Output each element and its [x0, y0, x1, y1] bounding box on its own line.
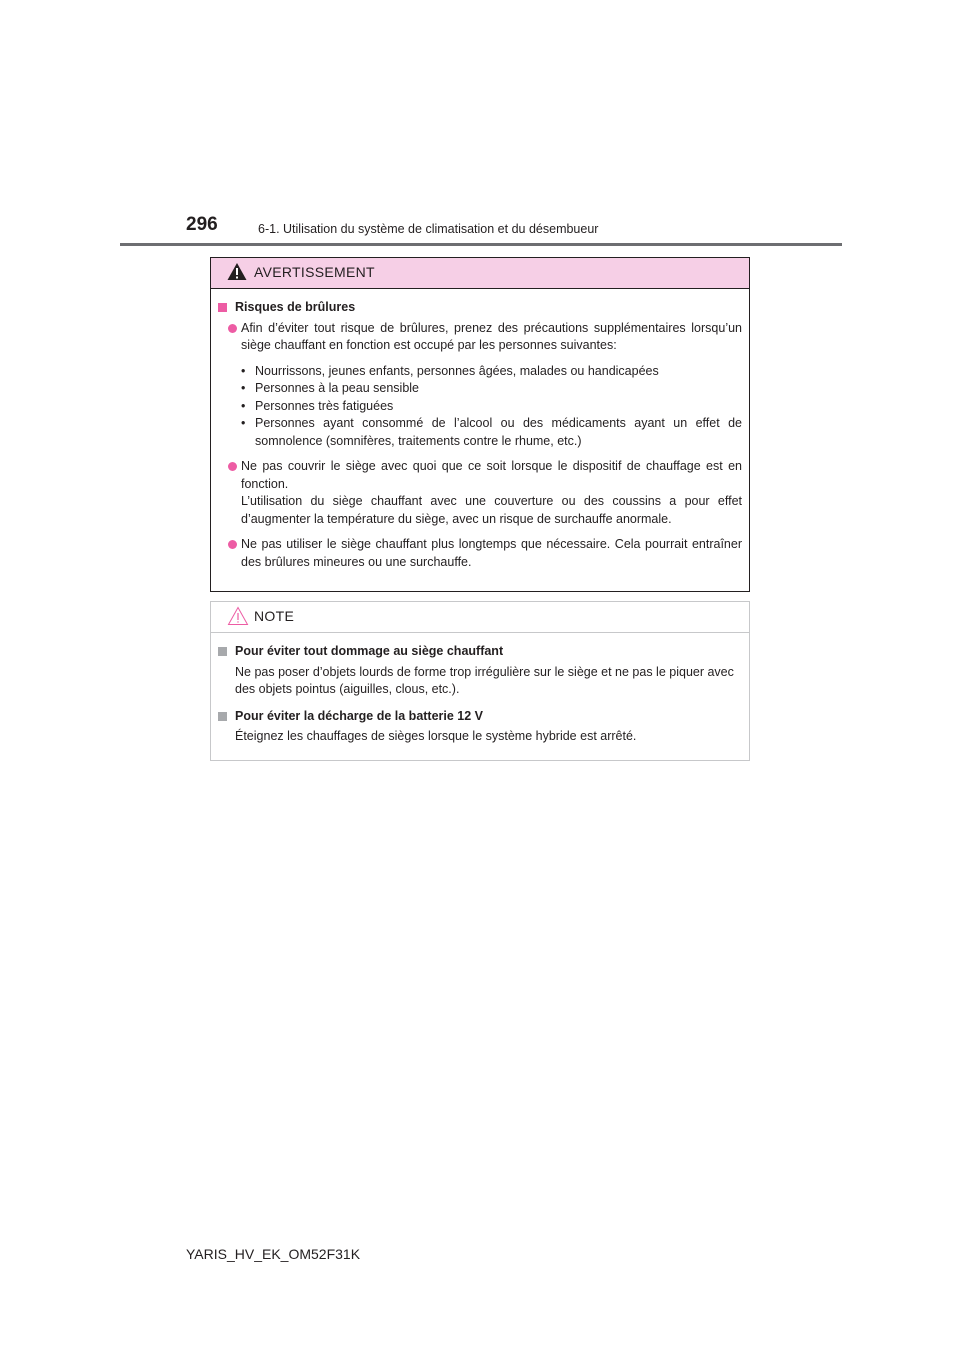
note-box — [210, 601, 750, 761]
note-heading: NOTE — [254, 608, 295, 624]
warning-bullet-1: Afin d’éviter tout risque de brûlures, prenez des précautions supplémentaires lorsqu’un siège chauffant en fonction est occupé par les personnes suivantes: — [218, 320, 742, 355]
warning-section-title: Risques de brûlures — [218, 299, 742, 317]
footer-code: YARIS_HV_EK_OM52F31K — [186, 1246, 361, 1262]
square-bullet-icon — [218, 303, 227, 312]
round-bullet-icon — [228, 462, 237, 471]
round-bullet-icon — [228, 324, 237, 333]
note-header — [211, 602, 749, 633]
section-header-title: 6-1. Utilisation du système de climatisation et du désembueur — [258, 222, 599, 236]
warning-heading: AVERTISSEMENT — [254, 264, 375, 280]
note-body — [211, 633, 749, 746]
list-item: • Personnes ayant consommé de l’alcool ou des médicaments ayant un effet de somnolence (somnifères, traitements contre le rhume, etc.) — [241, 416, 742, 448]
header-rule — [120, 243, 842, 246]
note-section-2-title: Pour éviter la décharge de la batterie 12 V — [218, 708, 742, 726]
caution-triangle-icon — [227, 606, 249, 626]
warning-box — [210, 257, 750, 592]
warning-sub-list — [241, 363, 742, 451]
warning-bullet-2: Ne pas couvrir le siège avec quoi que ce soit lorsque le dispositif de chauffage est en fonction. L’utilisation du siège chauffant avec une couverture ou des coussins a pour effet d’augmenter la température du siège, avec un risque de surchauffe anormale. — [218, 458, 742, 528]
warning-triangle-icon — [227, 262, 247, 281]
note-section-2-text: Éteignez les chauffages de sièges lorsque le système hybride est arrêté. — [235, 729, 637, 743]
warning-header — [211, 258, 749, 289]
list-item: • Nourrissons, jeunes enfants, personnes âgées, malades ou handicapées — [241, 363, 659, 378]
square-bullet-icon — [218, 712, 227, 721]
note-section-1-title: Pour éviter tout dommage au siège chauffant — [218, 643, 742, 661]
square-bullet-icon — [218, 647, 227, 656]
list-item: • Personnes très fatiguées — [241, 398, 394, 413]
list-item: • Personnes à la peau sensible — [241, 381, 420, 395]
warning-body — [211, 289, 749, 571]
note-section-1-text: Ne pas poser d’objets lourds de forme trop irrégulière sur le siège et ne pas le piquer avec des objets pointus (aiguilles, clous, etc.). — [235, 664, 734, 696]
page-number: 296 — [186, 214, 218, 235]
round-bullet-icon — [228, 540, 237, 549]
warning-bullet-3: Ne pas utiliser le siège chauffant plus longtemps que nécessaire. Cela pourrait entraîner des brûlures mineures ou une surchauffe. — [218, 536, 742, 571]
